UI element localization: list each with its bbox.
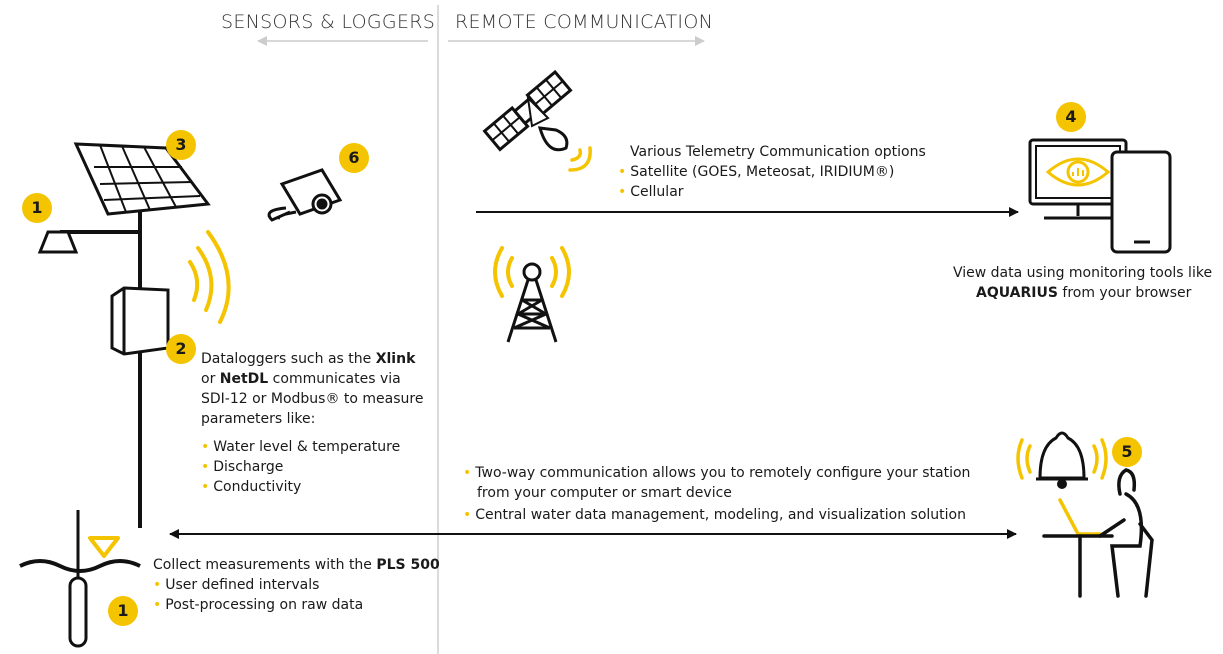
viewer-line-1: View data using monitoring tools like (953, 265, 1213, 281)
datalogger-item-conductivity: • Conductivity (201, 479, 302, 495)
badge-1-water-probe: 1 (108, 596, 138, 626)
cell-tower-icon (495, 248, 569, 342)
telemetry-item-cellular: • Cellular (618, 184, 684, 200)
satellite-icon (485, 72, 571, 150)
netdl-label: NetDL (219, 371, 269, 387)
bullet: • (201, 439, 210, 455)
badge-4-monitoring: 4 (1056, 102, 1086, 132)
bullet: • (463, 507, 472, 523)
collect-item-intervals: • User defined intervals (153, 577, 320, 593)
badge-2-datalogger: 2 (166, 334, 196, 364)
datalogger-line-4: parameters like: (201, 411, 316, 427)
telemetry-title: Various Telemetry Communication options (630, 144, 926, 160)
twoway-item-1: • Two-way communication allows you to remotely configure your station (463, 465, 971, 481)
person-desk-icon (1044, 470, 1152, 596)
bullet: • (153, 597, 162, 613)
bullet: • (201, 479, 210, 495)
badge-6-camera: 6 (339, 143, 369, 173)
twoway-item-1-cont: from your computer or smart device (477, 485, 732, 501)
camera-icon (269, 170, 340, 220)
collect-line: Collect measurements with the PLS 500 (153, 557, 440, 573)
viewer-line-2: AQUARIUS from your browser (976, 285, 1192, 301)
datalogger-line-2: or NetDL communicates via (201, 371, 401, 387)
datalogger-item-water-level: • Water level & temperature (201, 439, 401, 455)
bell-icon (1018, 433, 1106, 489)
header-sensors-loggers: SENSORS & LOGGERS (221, 11, 436, 33)
badge-1-sensor-arm: 1 (22, 193, 52, 223)
bullet: • (618, 164, 627, 180)
satellite-signal-icon (570, 148, 590, 170)
telemetry-item-satellite: • Satellite (GOES, Meteosat, IRIDIUM®) (618, 164, 895, 180)
header-remote-communication: REMOTE COMMUNICATION (455, 11, 714, 33)
monitor-phone-icon (1030, 140, 1170, 252)
sensor-arm-icon (40, 232, 76, 252)
bullet: • (153, 577, 162, 593)
datalogger-line-1: Dataloggers such as the Xlink (201, 351, 416, 367)
badge-5-user: 5 (1112, 437, 1142, 467)
bullet: • (463, 465, 472, 481)
datalogger-box-icon (112, 288, 168, 354)
twoway-item-2: • Central water data management, modeling, and visualization solution (463, 507, 966, 523)
badge-3-solar-panel: 3 (166, 130, 196, 160)
collect-item-postprocessing: • Post-processing on raw data (153, 597, 364, 613)
datalogger-item-discharge: • Discharge (201, 459, 284, 475)
station-pole (60, 206, 140, 528)
pls500-label: PLS 500 (376, 557, 440, 573)
datalogger-line-3: SDI-12 or Modbus® to measure (201, 391, 424, 407)
aquarius-label: AQUARIUS (976, 285, 1058, 301)
wireless-waves-icon (190, 232, 229, 322)
bullet: • (618, 184, 627, 200)
bullet: • (201, 459, 210, 475)
xlink-label: Xlink (375, 351, 416, 367)
